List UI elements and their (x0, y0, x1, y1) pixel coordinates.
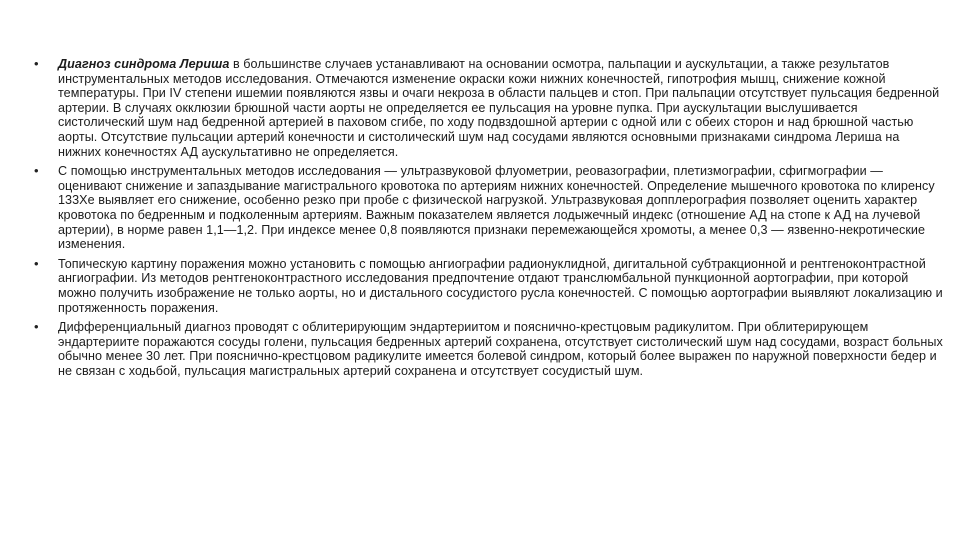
bullet-item-instrumental-methods (34, 164, 944, 252)
bullet-item-angiography (34, 257, 944, 315)
bullet-icon: • (34, 163, 39, 179)
bullet-icon: • (34, 319, 39, 335)
bullet-icon: • (34, 56, 39, 71)
bullet-text: Дифференциальный диагноз проводят с облитерирующим эндартериитом и пояснично-крестцовым радикулитом. При облитерирующем эндартериите поражаются сосуды голени, пульсация бедренных артерий сохранена, отсутствует систолический шум над сосудами, возраст больных обычно менее 30 лет. При пояснично-крестцовом радикулите имеется болевой синдром, который более выражен по наружной поверхности бедер и не связан с ходьбой, пульсация магистральных артерий сохранена и отсутствует сосудистый шум. (58, 320, 943, 378)
bullet-item-diagnosis (34, 57, 944, 159)
bullet-icon: • (34, 255, 39, 271)
bullet-text: С помощью инструментальных методов исследования — ультразвуковой флуометрии, реовазографии, плетизмографии, сфигмографии — оценивают снижение и запаздывание магистрального кровотока по артериям нижних конечностей. Определение мышечного кровотока по клиренсу 133Хе выявляет его снижение, особенно резко при пробе с физической нагрузкой. Ультразвуковая допплерография позволяет оценить характер кровотока по бедренным и подколенным артериям. Важным показателем является лодыжечный индекс (отношение АД на стопе к АД на лучевой артерии), в норме равен 1,1—1,2. При индексе менее 0,8 появляются признаки перемежающейся хромоты, а менее 0,3 — язвенно-некротические изменения. (58, 164, 935, 252)
bullet-list (34, 57, 944, 383)
bullet-text: в большинстве случаев устанавливают на основании осмотра, пальпации и аускультации, а также результатов инструментальных методов исследования. Отмечаются изменение окраски кожи нижних конечностей, гипотрофия мышц, снижение кожной температуры. При IV степени ишемии появляются язвы и очаги некроза в области пальцев и стоп. При пальпации отсутствует пульсация бедренной артерии. В случаях окклюзии брюшной части аорты не определяется ее пульсация на уровне пупка. При аускультации выслушивается систолический шум над бедренной артерией в паховом сгибе, по ходу подвздошной артерии с одной или с обеих сторон и над брюшной частью аорты. Отсутствие пульсации артерий конечности и систолический шум над сосудами являются основными признаками синдрома Лериша на нижних конечностях АД аускультативно не определяется. (58, 57, 940, 159)
bullet-lead-term: Диагноз синдрома Лериша (58, 57, 230, 71)
bullet-text: Топическую картину поражения можно установить с помощью ангиографии радионуклидной, дигитальной субтракционной и рентгеноконтрастной ангиографии. Из методов рентгеноконтрастного исследования предпочтение отдают транслюмбальной пункционной аортографии, при которой можно получить изображение не только аорты, но и дистального сосудистого русла конечностей. С помощью аортографии выявляют локализацию и протяженность поражения. (58, 256, 943, 315)
bullet-item-differential-diagnosis (34, 320, 944, 378)
